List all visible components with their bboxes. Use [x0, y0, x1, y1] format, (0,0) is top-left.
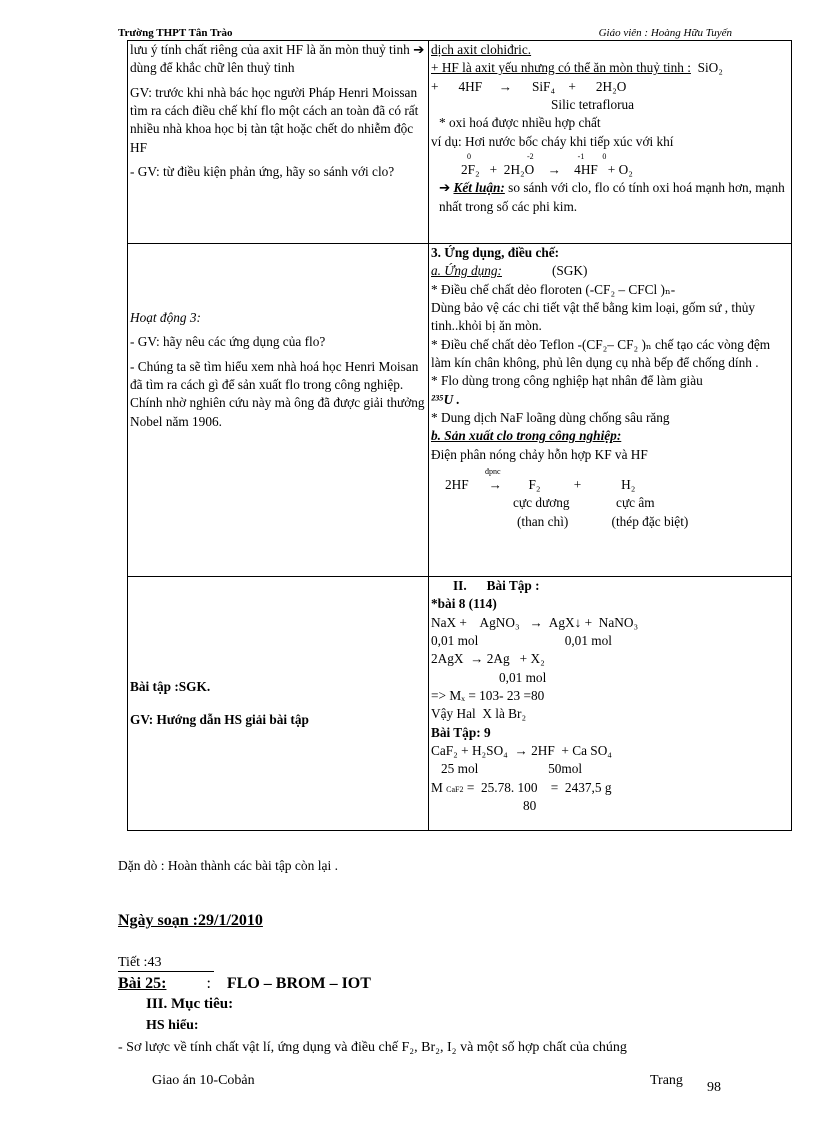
row2-r-dpnc: đpnc: [485, 467, 501, 477]
table-row: [128, 244, 792, 577]
row3-r-r2: 0,01 mol 0,01 mol: [431, 633, 612, 649]
objective-item: - Sơ lược về tính chất vật lí, ứng dụng và điều chế F₂, Br₂, I₂ và một số hợp chất của chúng: [118, 1040, 627, 1055]
row3-r-r10: 80: [523, 798, 537, 814]
arrow-right-icon: ➔: [439, 180, 451, 196]
row1-r-l7: 2F₂ + 2H₂O → 4HF + O₂: [461, 162, 633, 178]
row1-r-l1: dịch axit clohiđric.: [431, 42, 532, 57]
school-name: Trường THPT Tân Trào: [118, 27, 233, 39]
row2-r-e2: (than chì) (thép đặc biệt): [517, 513, 689, 529]
row2-r-p2: Dùng bảo vệ các chi tiết vật thể bằng kim loại, gốm sứ , thủy tinh..khỏi bị ăn mòn.: [431, 300, 756, 334]
row2-r-title: 3. Ứng dụng, điều chế:: [431, 245, 560, 260]
row3-r-b9: Bài Tập: 9: [431, 724, 491, 740]
row1-r-l5: * oxi hoá được nhiều hợp chất: [439, 115, 601, 131]
row2-right-cell: [429, 244, 792, 577]
row1-r-l2b: SiO₂: [697, 60, 723, 76]
row3-r-r7: CaF₂ + H₂SO₄ → 2HF + Ca SO₄: [431, 743, 612, 759]
row3-r-r9b: CaF2: [446, 784, 464, 794]
row3-r-r4: 0,01 mol: [499, 669, 547, 685]
row2-left-q1: - GV: hãy nêu các ứng dụng của flo?: [130, 334, 326, 350]
row3-r-r1: NaX + AgNO₃ → AgX↓ + NaNO₃: [431, 614, 639, 630]
row1-r-ox: 0 -2 -1 0: [467, 152, 607, 162]
table-row: [128, 577, 792, 831]
row3-r-r9a: M: [431, 779, 443, 795]
row2-r-e1: cực dương cực âm: [513, 495, 655, 511]
lesson-name: FLO – BROM – IOT: [226, 975, 371, 992]
row1-left-p2: GV: trước khi nhà bác học người Pháp Henri Moissan tìm ra cách điều chế khí flo một cách an toàn đã có rất nhiều nhà khoa học bị tàn tật hoặc chết do nhiễm độc HF: [130, 84, 419, 155]
footer-left: Giao án 10-Cobản: [152, 1073, 255, 1088]
row3-right-cell: [429, 577, 792, 831]
row2-left-q2: - Chúng ta sẽ tìm hiểu xem nhà hoá học Henri Moisan đã tìm ra cách gì để sản xuất flo trong công nghiệp. Chính nhờ nghiên cứu này mà ông đã được giải thưởng Nobel năm 1906.: [130, 358, 425, 429]
lesson-title: [118, 975, 371, 993]
row2-left-hd: Hoạt động 3:: [130, 309, 201, 325]
row3-r-b8: *bài 8 (114): [431, 596, 497, 612]
teacher-name: Giáo viên : Hoàng Hữu Tuyến: [598, 27, 732, 39]
row3-r-r5: => Mₓ = 103- 23 =80: [431, 688, 545, 704]
row3-left-cell: [128, 577, 429, 831]
objectives-heading: III. Mục tiêu:: [146, 996, 234, 1012]
row1-left-cell: [128, 41, 429, 244]
row3-r-title: II. Bài Tập :: [453, 578, 540, 593]
row3-r-r6: Vậy Hal X là Br₂: [431, 706, 527, 722]
row2-r-b-label: b. Sản xuất clo trong công nghiệp:: [431, 428, 622, 444]
row2-r-eq: 2HF → F₂ + H₂: [445, 477, 636, 493]
row2-r-a-label: a. Ứng dụng:: [431, 263, 502, 279]
row1-r-l2a: + HF là axit yếu nhưng có thể ăn mòn thuỷ tinh :: [431, 60, 691, 76]
row2-r-p4u: ²³⁵U .: [431, 391, 460, 407]
page-number: 98: [707, 1080, 721, 1095]
lesson-table: [127, 40, 792, 831]
row1-r-l6: ví dụ: Hơi nước bốc cháy khi tiếp xúc với khí: [431, 133, 674, 149]
row2-r-p6: Điện phân nóng chảy hỗn hợp KF và HF: [431, 446, 648, 462]
row3-left-a: Bài tập :SGK.: [130, 679, 211, 695]
row2-r-p3: * Điều chế chất dẻo Teflon -(CF₂– CF₂ )ₙ chế tạo các vòng đệm làm kín chân không, phủ lên dụng cụ nhà bếp để chống dính .: [431, 336, 771, 371]
row3-r-r8: 25 mol 50mol: [441, 761, 583, 777]
homework-note: Dặn dò : Hoàn thành các bài tập còn lại .: [118, 858, 339, 873]
row1-left-p3: - GV: từ điều kiện phản ứng, hãy so sánh với clo?: [130, 164, 395, 180]
footer-trang: Trang: [650, 1073, 683, 1088]
row1-right-cell: [429, 41, 792, 244]
date-heading: Ngày soạn :29/1/2010: [118, 912, 263, 929]
row3-r-r3: 2AgX → 2Ag + X₂: [431, 651, 545, 667]
lesson-period: Tiết :43: [118, 955, 214, 972]
row1-left-p1: lưu ý tính chất riêng của axit HF là ăn mòn thuỷ tinh ➔ dùng để khắc chữ lên thuỷ tinh: [130, 42, 425, 76]
row2-r-p5: * Dung dịch NaF loãng dùng chống sâu răng: [431, 410, 670, 426]
row1-r-kl-label: Kết luận:: [453, 180, 505, 196]
row2-r-p1: * Điều chế chất dẻo floroten (-CF₂ – CFCl )ₙ-: [431, 281, 676, 297]
row3-r-r9c: = 25.78. 100 = 2437,5 g: [463, 779, 612, 795]
row2-r-a-sgk: (SGK): [551, 263, 588, 279]
lesson-number: Bài 25:: [118, 975, 167, 992]
row3-left-b: GV: Hướng dẫn HS giải bài tập: [130, 711, 309, 727]
row1-r-l3: + 4HF → SiF₄ + 2H₂O: [431, 78, 627, 94]
students-understand: HS hiểu:: [146, 1018, 199, 1033]
lesson-sep: :: [206, 975, 211, 992]
row2-r-p4: * Flo dùng trong công nghiệp hạt nhân để làm giàu: [431, 373, 703, 389]
row1-r-kl-text: so sánh với clo, flo có tính oxi hoá mạnh hơn, mạnh nhất trong số các phi kim.: [439, 180, 785, 214]
table-row: [128, 41, 792, 244]
row1-r-l4: Silic tetraflorua: [551, 97, 635, 113]
row2-left-cell: [128, 244, 429, 577]
